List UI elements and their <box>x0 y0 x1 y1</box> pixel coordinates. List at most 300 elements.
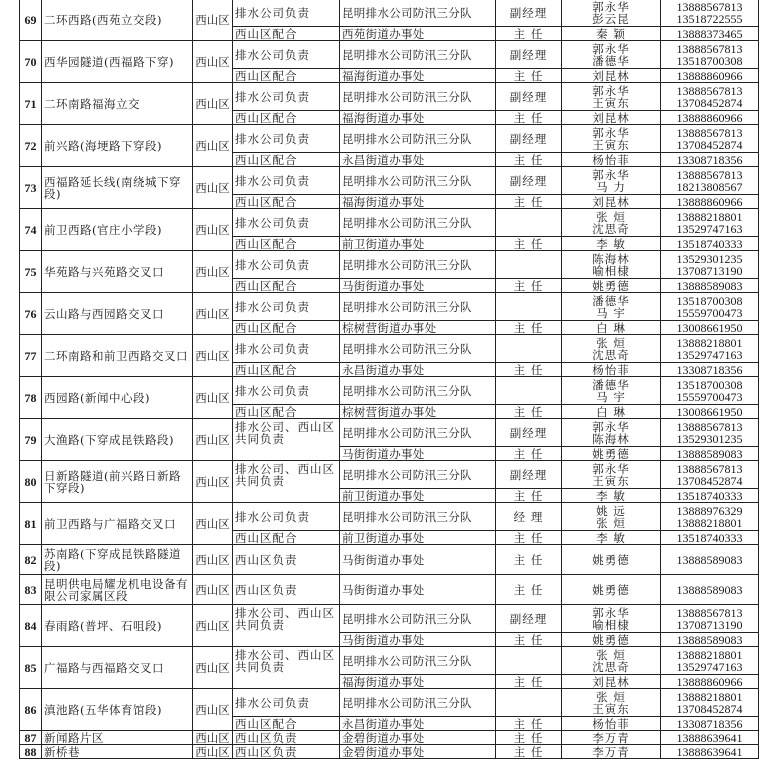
contact-names-line: 刘昆林 <box>592 674 630 689</box>
responsibility: 排水公司负责 <box>233 335 340 363</box>
contact-names <box>562 0 661 27</box>
contact-names-line: 白 琳 <box>596 404 626 419</box>
responsible-unit: 前卫街道办事处 <box>340 237 496 251</box>
contact-phones <box>661 575 759 605</box>
contact-names-line: 李 敏 <box>596 530 626 545</box>
job-title: 主 任 <box>496 531 562 545</box>
flood-control-responsibility-table <box>19 0 759 759</box>
contact-names-line: 张 烜 <box>596 689 626 704</box>
contact-names <box>562 237 661 251</box>
responsible-unit: 昆明排水公司防汛三分队 <box>340 209 496 237</box>
job-title: 主 任 <box>496 363 562 377</box>
district: 西山区 <box>193 731 233 745</box>
contact-names-line: 马 宇 <box>596 305 626 320</box>
contact-names-line: 马 宇 <box>596 389 626 404</box>
district: 西山区 <box>193 745 233 759</box>
responsibility: 排水公司、西山区共同负责 <box>233 647 340 689</box>
contact-phones-line: 13308718356 <box>676 152 743 167</box>
contact-names-line: 王寅东 <box>592 95 630 110</box>
responsible-unit: 永昌街道办事处 <box>340 363 496 377</box>
contact-names-line: 陈海林 <box>592 251 630 266</box>
responsible-unit: 昆明排水公司防汛三分队 <box>340 41 496 69</box>
contact-names <box>562 745 661 759</box>
road-section: 前兴路(海埂路下穿段) <box>42 125 193 167</box>
road-section: 大渔路(下穿成昆铁路段) <box>42 419 193 461</box>
contact-phones-line: 13308718356 <box>676 716 743 731</box>
row-number: 83 <box>20 575 42 605</box>
contact-phones <box>661 0 759 27</box>
contact-names-line: 郭永华 <box>592 605 630 620</box>
responsible-unit: 马街街道办事处 <box>340 279 496 293</box>
responsible-unit: 昆明排水公司防汛三分队 <box>340 293 496 321</box>
responsibility: 排水公司、西山区共同负责 <box>233 419 340 461</box>
contact-names <box>562 251 661 279</box>
contact-names-line: 杨怡菲 <box>592 362 630 377</box>
district: 西山区 <box>193 377 233 419</box>
contact-names <box>562 575 661 605</box>
contact-names <box>562 27 661 41</box>
responsibility: 西山区配合 <box>233 363 340 377</box>
district: 西山区 <box>193 605 233 647</box>
contact-phones-line: 13708713190 <box>676 617 743 632</box>
job-title <box>496 251 562 279</box>
job-title: 主 任 <box>496 237 562 251</box>
contact-names <box>562 675 661 689</box>
contact-names-line: 秦 颖 <box>596 26 626 41</box>
contact-phones <box>661 209 759 237</box>
responsibility: 西山区配合 <box>233 405 340 419</box>
contact-names-line: 张 烜 <box>596 209 626 224</box>
responsible-unit: 昆明排水公司防汛三分队 <box>340 605 496 633</box>
contact-names <box>562 377 661 405</box>
contact-phones-line: 13888567813 <box>676 605 743 620</box>
contact-names-line: 刘昆林 <box>592 194 630 209</box>
contact-names-line: 郭永华 <box>592 167 630 182</box>
job-title: 主 任 <box>496 195 562 209</box>
contact-phones-line: 13529301235 <box>676 251 743 266</box>
table-row <box>20 209 759 237</box>
contact-names <box>562 153 661 167</box>
row-number: 70 <box>20 41 42 83</box>
contact-phones-line: 13708452874 <box>676 137 743 152</box>
contact-phones-line: 13888589083 <box>676 446 743 461</box>
contact-phones-line: 13888639641 <box>676 730 743 745</box>
road-section: 二环南路福海立交 <box>42 83 193 125</box>
contact-phones-line: 13518722555 <box>676 11 743 26</box>
contact-phones-line: 13888567813 <box>676 41 743 56</box>
contact-phones <box>661 195 759 209</box>
contact-names-line: 潘德华 <box>592 293 630 308</box>
road-section: 广福路与西福路交叉口 <box>42 647 193 689</box>
responsibility: 西山区配合 <box>233 237 340 251</box>
contact-phones-line: 13888218801 <box>676 335 743 350</box>
table-row <box>20 461 759 489</box>
row-number: 75 <box>20 251 42 293</box>
table-row <box>20 419 759 447</box>
responsible-unit: 昆明排水公司防汛三分队 <box>340 167 496 195</box>
contact-phones <box>661 69 759 83</box>
district: 西山区 <box>193 419 233 461</box>
contact-phones <box>661 111 759 125</box>
district: 西山区 <box>193 689 233 731</box>
responsibility: 西山区配合 <box>233 195 340 209</box>
responsibility: 西山区配合 <box>233 531 340 545</box>
contact-phones-line: 13888218801 <box>676 647 743 662</box>
row-number: 74 <box>20 209 42 251</box>
district: 西山区 <box>193 461 233 503</box>
contact-phones-line: 13708713190 <box>676 263 743 278</box>
contact-phones-line: 13888639641 <box>676 744 743 759</box>
job-title: 主 任 <box>496 731 562 745</box>
job-title: 主 任 <box>496 489 562 503</box>
responsible-unit: 福海街道办事处 <box>340 111 496 125</box>
responsibility: 排水公司、西山区共同负责 <box>233 605 340 647</box>
contact-names-line: 李 敏 <box>596 236 626 251</box>
contact-phones-line: 13518700308 <box>676 293 743 308</box>
contact-names <box>562 531 661 545</box>
contact-names <box>562 195 661 209</box>
contact-names-line: 郭永华 <box>592 0 630 14</box>
contact-phones <box>661 405 759 419</box>
contact-phones <box>661 377 759 405</box>
responsible-unit: 永昌街道办事处 <box>340 153 496 167</box>
contact-phones <box>661 237 759 251</box>
row-number: 78 <box>20 377 42 419</box>
contact-phones <box>661 731 759 745</box>
contact-phones-line: 13518740333 <box>676 488 743 503</box>
responsible-unit: 福海街道办事处 <box>340 69 496 83</box>
contact-phones <box>661 689 759 717</box>
contact-names <box>562 717 661 731</box>
contact-names-line: 郭永华 <box>592 419 630 434</box>
contact-phones <box>661 647 759 675</box>
contact-names <box>562 447 661 461</box>
contact-names <box>562 419 661 447</box>
job-title <box>496 293 562 321</box>
contact-phones-line: 13888860966 <box>676 674 743 689</box>
contact-names-line: 刘昆林 <box>592 110 630 125</box>
table-row <box>20 605 759 633</box>
contact-phones <box>661 167 759 195</box>
responsible-unit: 马街街道办事处 <box>340 447 496 461</box>
contact-phones <box>661 293 759 321</box>
contact-phones-line: 13888567813 <box>676 419 743 434</box>
contact-phones-line: 13888589083 <box>676 632 743 647</box>
contact-phones-line: 13518700308 <box>676 53 743 68</box>
contact-phones-line: 13518740333 <box>676 236 743 251</box>
contact-names-line: 郭永华 <box>592 41 630 56</box>
job-title: 主 任 <box>496 545 562 575</box>
contact-phones <box>661 717 759 731</box>
job-title: 主 任 <box>496 745 562 759</box>
row-number: 76 <box>20 293 42 335</box>
row-number: 69 <box>20 0 42 41</box>
responsibility: 排水公司负责 <box>233 377 340 405</box>
job-title: 主 任 <box>496 575 562 605</box>
job-title: 主 任 <box>496 717 562 731</box>
table-row <box>20 293 759 321</box>
road-section: 二环南路和前卫西路交叉口 <box>42 335 193 377</box>
road-section: 滇池路(五华体育馆段) <box>42 689 193 731</box>
contact-phones-line: 13888567813 <box>676 125 743 140</box>
responsible-unit: 昆明排水公司防汛三分队 <box>340 83 496 111</box>
district: 西山区 <box>193 209 233 251</box>
row-number: 71 <box>20 83 42 125</box>
contact-names <box>562 167 661 195</box>
contact-phones-line: 13888218801 <box>676 515 743 530</box>
row-number: 79 <box>20 419 42 461</box>
document-page <box>19 0 759 759</box>
road-section: 苏南路(下穿成昆铁路隧道段) <box>42 545 193 575</box>
responsible-unit: 昆明排水公司防汛三分队 <box>340 419 496 447</box>
contact-phones <box>661 41 759 69</box>
contact-names-line: 李万青 <box>592 730 630 745</box>
responsibility: 排水公司负责 <box>233 293 340 321</box>
contact-names <box>562 125 661 153</box>
table-row <box>20 731 759 745</box>
contact-names-line: 沈思奇 <box>592 659 630 674</box>
contact-phones-line: 15559700473 <box>676 305 743 320</box>
responsible-unit: 前卫街道办事处 <box>340 489 496 503</box>
contact-names-line: 张 烜 <box>596 515 626 530</box>
contact-phones-line: 13008661950 <box>676 320 743 335</box>
contact-phones-line: 15559700473 <box>676 389 743 404</box>
contact-names <box>562 689 661 717</box>
responsibility: 排水公司负责 <box>233 167 340 195</box>
contact-names-line: 马 力 <box>596 179 626 194</box>
row-number: 81 <box>20 503 42 545</box>
contact-names-line: 李 敏 <box>596 488 626 503</box>
contact-phones-line: 13888218801 <box>676 689 743 704</box>
responsibility: 排水公司负责 <box>233 0 340 27</box>
contact-phones <box>661 489 759 503</box>
contact-names <box>562 647 661 675</box>
contact-names-line: 姚勇德 <box>592 582 630 597</box>
contact-names-line: 沈思奇 <box>592 221 630 236</box>
contact-names <box>562 41 661 69</box>
contact-names-line: 郭永华 <box>592 461 630 476</box>
responsible-unit: 西苑街道办事处 <box>340 27 496 41</box>
contact-phones <box>661 633 759 647</box>
contact-names-line: 沈思奇 <box>592 347 630 362</box>
contact-names <box>562 489 661 503</box>
contact-names <box>562 503 661 531</box>
contact-phones-line: 13888567813 <box>676 461 743 476</box>
contact-names <box>562 605 661 633</box>
responsibility: 西山区配合 <box>233 279 340 293</box>
road-section: 华苑路与兴苑路交叉口 <box>42 251 193 293</box>
contact-phones <box>661 27 759 41</box>
responsible-unit: 棕树营街道办事处 <box>340 321 496 335</box>
responsible-unit: 金碧街道办事处 <box>340 745 496 759</box>
job-title: 主 任 <box>496 633 562 647</box>
contact-phones <box>661 363 759 377</box>
row-number: 72 <box>20 125 42 167</box>
contact-phones <box>661 605 759 633</box>
contact-names-line: 张 烜 <box>596 647 626 662</box>
contact-phones <box>661 461 759 489</box>
responsible-unit: 昆明排水公司防汛三分队 <box>340 125 496 153</box>
contact-phones <box>661 335 759 363</box>
responsible-unit: 昆明排水公司防汛三分队 <box>340 377 496 405</box>
contact-phones-line: 13888567813 <box>676 0 743 14</box>
job-title: 副经理 <box>496 167 562 195</box>
responsibility: 西山区配合 <box>233 321 340 335</box>
responsible-unit: 永昌街道办事处 <box>340 717 496 731</box>
contact-phones <box>661 251 759 279</box>
road-section: 日新路隧道(前兴路日新路下穿段) <box>42 461 193 503</box>
table-row <box>20 83 759 111</box>
contact-names-line: 姚勇德 <box>592 446 630 461</box>
responsible-unit: 昆明排水公司防汛三分队 <box>340 335 496 363</box>
contact-phones-line: 13529747163 <box>676 221 743 236</box>
contact-phones-line: 13888976329 <box>676 503 743 518</box>
job-title: 副经理 <box>496 605 562 633</box>
responsible-unit: 前卫街道办事处 <box>340 531 496 545</box>
contact-phones-line: 13308718356 <box>676 362 743 377</box>
district: 西山区 <box>193 83 233 125</box>
responsible-unit: 昆明排水公司防汛三分队 <box>340 461 496 489</box>
contact-phones <box>661 447 759 461</box>
job-title: 主 任 <box>496 27 562 41</box>
responsible-unit: 昆明排水公司防汛三分队 <box>340 689 496 717</box>
job-title: 主 任 <box>496 321 562 335</box>
contact-names <box>562 335 661 363</box>
district: 西山区 <box>193 251 233 293</box>
responsibility: 西山区配合 <box>233 111 340 125</box>
responsibility: 西山区负责 <box>233 575 340 605</box>
contact-phones-line: 13888589083 <box>676 582 743 597</box>
responsibility: 排水公司负责 <box>233 41 340 69</box>
table-row <box>20 125 759 153</box>
table-row <box>20 545 759 575</box>
road-section: 春雨路(普坪、石咀段) <box>42 605 193 647</box>
responsibility: 排水公司负责 <box>233 689 340 717</box>
contact-names <box>562 69 661 83</box>
contact-phones-line: 13888589083 <box>676 278 743 293</box>
contact-phones-line: 13888567813 <box>676 167 743 182</box>
district: 西山区 <box>193 125 233 167</box>
contact-phones-line: 13888860966 <box>676 68 743 83</box>
responsible-unit: 昆明排水公司防汛三分队 <box>340 0 496 27</box>
road-section: 新桥巷 <box>42 745 193 759</box>
job-title: 副经理 <box>496 125 562 153</box>
job-title: 主 任 <box>496 447 562 461</box>
contact-names <box>562 545 661 575</box>
road-section: 西福路延长线(南绕城下穿段) <box>42 167 193 209</box>
table-row <box>20 41 759 69</box>
road-section: 昆明供电局耀龙机电设备有限公司家属区段 <box>42 575 193 605</box>
job-title: 主 任 <box>496 111 562 125</box>
responsible-unit: 昆明排水公司防汛三分队 <box>340 503 496 531</box>
contact-phones-line: 13529301235 <box>676 431 743 446</box>
contact-phones-line: 13529747163 <box>676 659 743 674</box>
contact-names-line: 彭云昆 <box>592 11 630 26</box>
contact-names <box>562 633 661 647</box>
district: 西山区 <box>193 167 233 209</box>
job-title: 主 任 <box>496 405 562 419</box>
district: 西山区 <box>193 0 233 41</box>
responsibility: 排水公司负责 <box>233 251 340 279</box>
responsibility: 西山区负责 <box>233 731 340 745</box>
contact-phones <box>661 321 759 335</box>
table-row <box>20 647 759 675</box>
district: 西山区 <box>193 503 233 545</box>
contact-phones-line: 13888860966 <box>676 194 743 209</box>
job-title: 主 任 <box>496 675 562 689</box>
district: 西山区 <box>193 335 233 377</box>
responsibility: 排水公司负责 <box>233 83 340 111</box>
contact-phones <box>661 531 759 545</box>
contact-names-line: 姚勇德 <box>592 552 630 567</box>
contact-names-line: 刘昆林 <box>592 68 630 83</box>
table-row <box>20 335 759 363</box>
row-number: 80 <box>20 461 42 503</box>
contact-phones <box>661 503 759 531</box>
table-row <box>20 745 759 759</box>
contact-names <box>562 321 661 335</box>
job-title <box>496 377 562 405</box>
table-row <box>20 251 759 279</box>
job-title: 副经理 <box>496 41 562 69</box>
contact-phones <box>661 745 759 759</box>
contact-names-line: 王寅东 <box>592 137 630 152</box>
contact-phones <box>661 153 759 167</box>
job-title: 主 任 <box>496 69 562 83</box>
district: 西山区 <box>193 545 233 575</box>
table-row <box>20 503 759 531</box>
job-title <box>496 647 562 675</box>
responsible-unit: 马街街道办事处 <box>340 575 496 605</box>
job-title <box>496 689 562 717</box>
responsibility: 西山区配合 <box>233 717 340 731</box>
district: 西山区 <box>193 647 233 689</box>
contact-phones <box>661 83 759 111</box>
road-section: 西园路(新闻中心段) <box>42 377 193 419</box>
job-title: 副经理 <box>496 461 562 489</box>
contact-names <box>562 405 661 419</box>
contact-phones-line: 18213808567 <box>676 179 743 194</box>
responsibility: 西山区配合 <box>233 69 340 83</box>
contact-phones <box>661 675 759 689</box>
road-section: 新闻路片区 <box>42 731 193 745</box>
job-title <box>496 209 562 237</box>
contact-names <box>562 209 661 237</box>
contact-names <box>562 293 661 321</box>
contact-names <box>562 363 661 377</box>
job-title: 主 任 <box>496 153 562 167</box>
contact-phones <box>661 419 759 447</box>
contact-names-line: 姚 远 <box>596 503 626 518</box>
job-title: 副经理 <box>496 419 562 447</box>
responsibility: 西山区配合 <box>233 27 340 41</box>
responsible-unit: 金碧街道办事处 <box>340 731 496 745</box>
table-row <box>20 0 759 27</box>
contact-names-line: 喻相棣 <box>592 617 630 632</box>
responsible-unit: 昆明排水公司防汛三分队 <box>340 251 496 279</box>
contact-names-line: 白 琳 <box>596 320 626 335</box>
contact-phones-line: 13708452874 <box>676 95 743 110</box>
road-section: 前卫西路与广福路交叉口 <box>42 503 193 545</box>
job-title <box>496 335 562 363</box>
contact-phones-line: 13888860966 <box>676 110 743 125</box>
responsible-unit: 福海街道办事处 <box>340 675 496 689</box>
contact-phones-line: 13888218801 <box>676 209 743 224</box>
contact-names-line: 杨怡菲 <box>592 152 630 167</box>
responsibility: 西山区配合 <box>233 153 340 167</box>
job-title: 副经理 <box>496 0 562 27</box>
contact-names-line: 李万青 <box>592 744 630 759</box>
